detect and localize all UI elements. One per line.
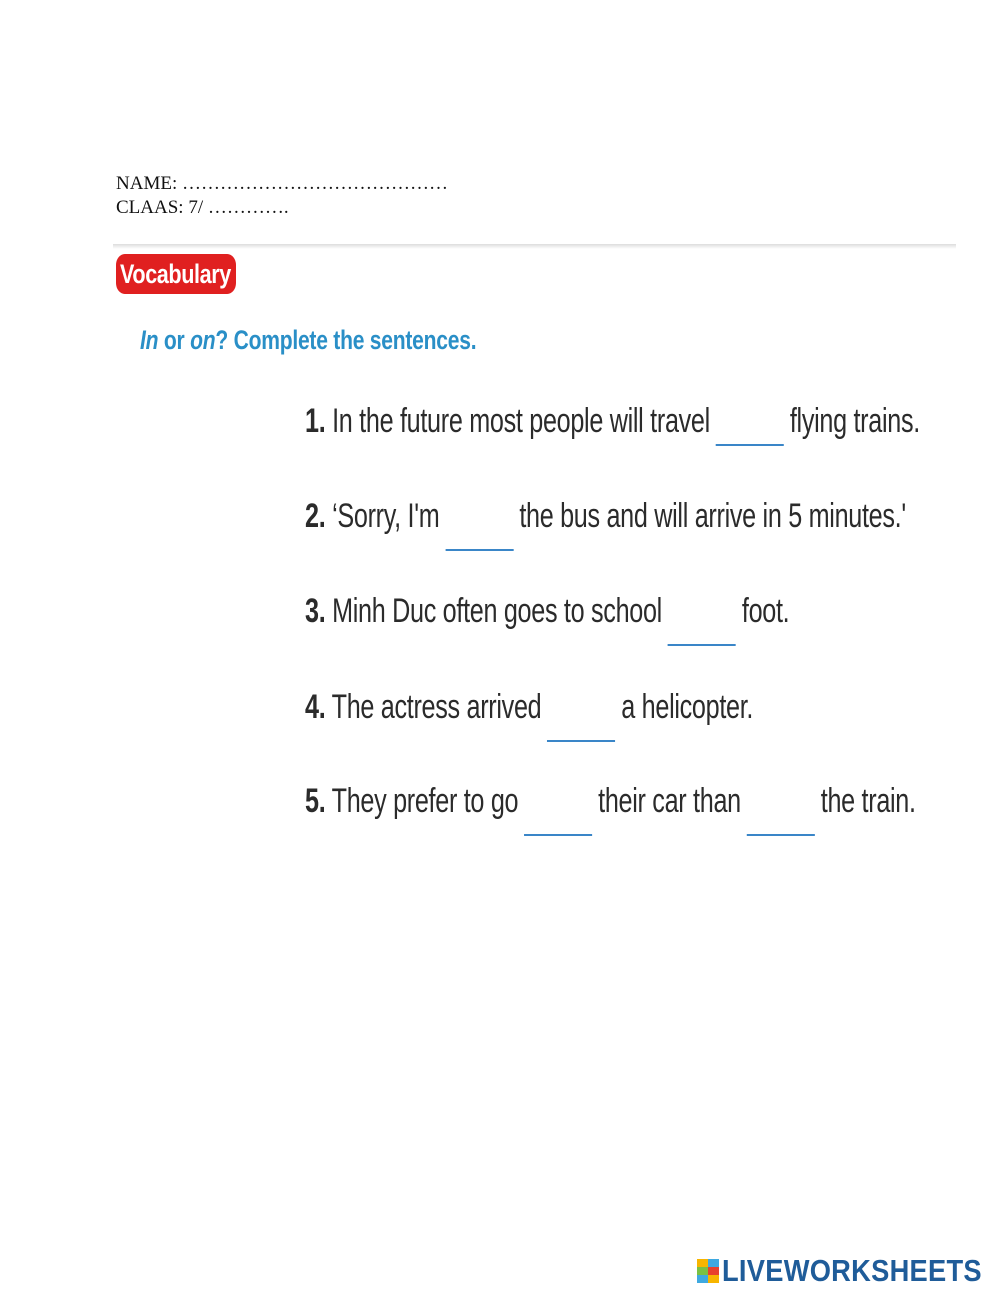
exercise-text-before: They prefer to go [331, 782, 519, 820]
exercise-number: 5. [305, 782, 326, 820]
exercise-1 [305, 402, 920, 446]
answer-blank[interactable] [524, 804, 592, 836]
instruction-in: In [140, 325, 159, 355]
answer-blank[interactable] [547, 710, 615, 742]
exercise-2 [305, 497, 906, 551]
exercise-text-before: Minh Duc often goes to school [332, 592, 662, 630]
instruction-or: or [158, 325, 191, 355]
exercise-3 [305, 592, 789, 646]
exercise-number: 1. [305, 402, 326, 440]
separator [113, 244, 956, 249]
exercise-number: 4. [305, 688, 326, 726]
exercise-4 [305, 688, 753, 742]
exercise-text-before: The actress arrived [331, 688, 542, 726]
liveworksheets-brand-text: LIVEWORKSHEETS [722, 1253, 982, 1288]
exercise-number: 3. [305, 592, 326, 630]
liveworksheets-logo-icon [697, 1259, 719, 1283]
vocabulary-badge: Vocabulary [116, 254, 236, 294]
student-info [116, 172, 448, 220]
answer-blank[interactable] [716, 414, 784, 446]
exercise-text-before: In the future most people will travel [332, 402, 710, 440]
instruction-rest: ? Complete the sentences. [215, 325, 477, 355]
answer-blank[interactable] [747, 804, 815, 836]
exercise-text-after: the train. [820, 782, 916, 820]
exercise-text-middle: their car than [598, 782, 741, 820]
answer-blank[interactable] [668, 614, 736, 646]
instruction-on: on [190, 325, 216, 355]
exercise-text-after: the bus and will arrive in 5 minutes.' [519, 497, 906, 535]
liveworksheets-logo [697, 1253, 1000, 1289]
class-line: CLAAS: 7/ …………. [116, 197, 289, 218]
name-line: NAME: …………………………………… [116, 173, 448, 194]
exercise-text-after: flying trains. [789, 402, 920, 440]
exercise-text-before: ‘Sorry, I'm [332, 497, 440, 535]
exercise-text-after: a helicopter. [621, 688, 754, 726]
exercise-number: 2. [305, 497, 326, 535]
exercise-text-after: foot. [741, 592, 790, 630]
instruction [140, 325, 476, 356]
answer-blank[interactable] [445, 519, 513, 551]
exercise-5 [305, 782, 916, 836]
